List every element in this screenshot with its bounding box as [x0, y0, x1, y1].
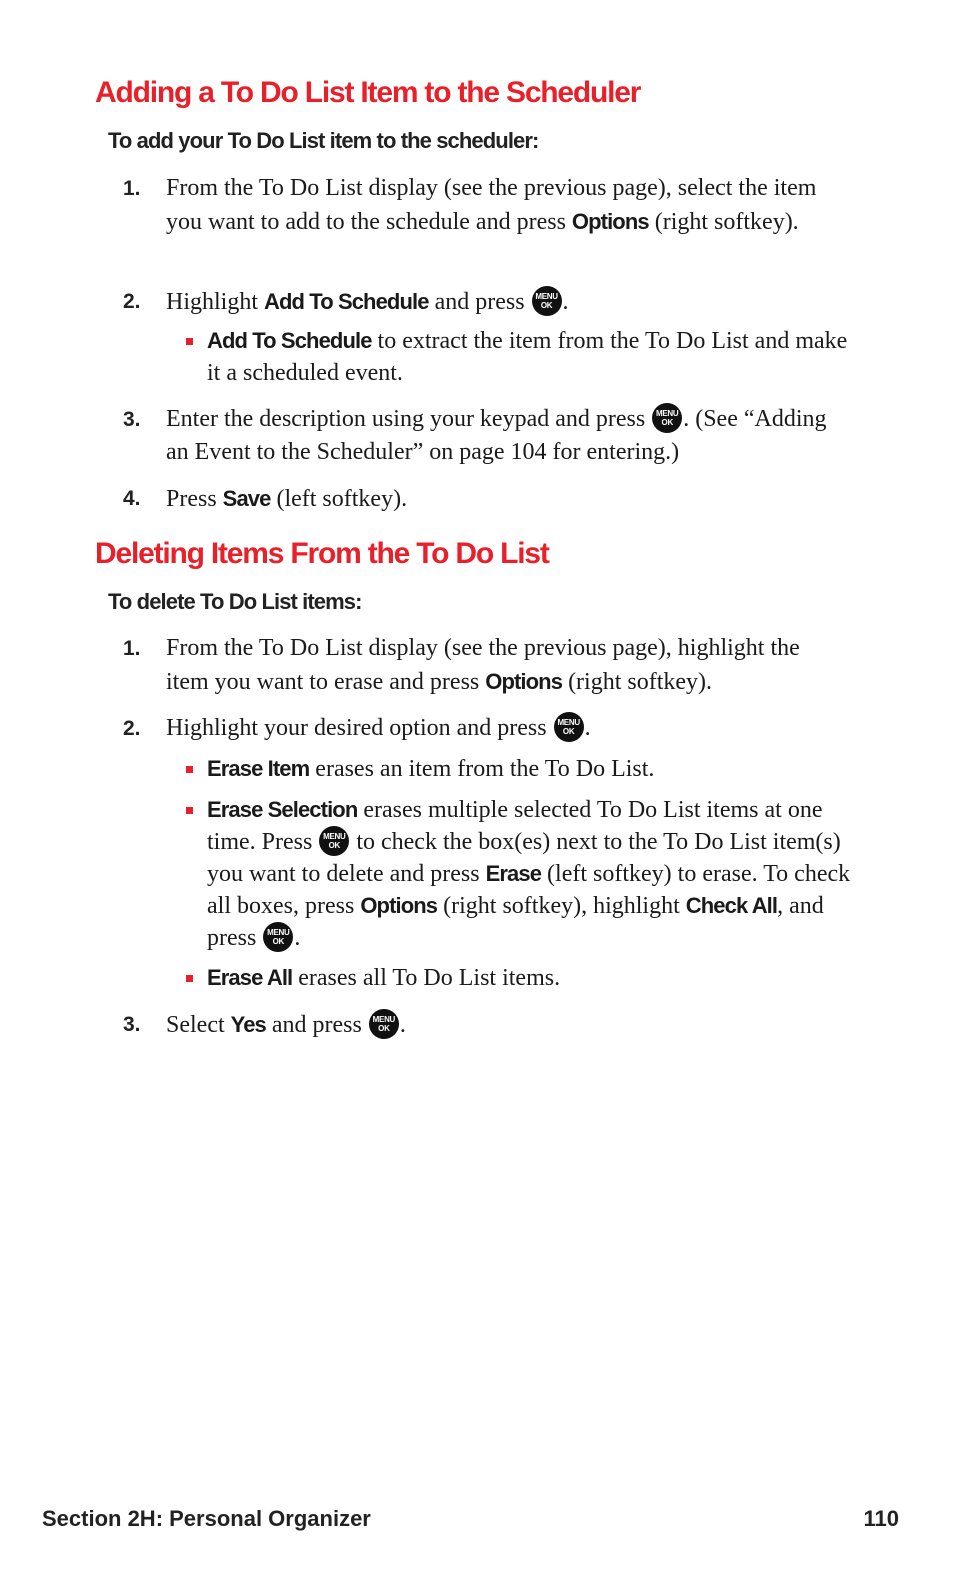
step-number: 2.	[123, 290, 141, 313]
step-number: 4.	[123, 487, 141, 510]
bullet-marker	[186, 807, 193, 814]
menu-ok-key-icon	[652, 403, 682, 433]
step-number: 2.	[123, 717, 141, 740]
option-label: Erase Item	[207, 756, 310, 781]
bullet-marker	[186, 766, 193, 773]
menu-ok-key-icon	[263, 922, 293, 952]
step-number: 3.	[123, 1013, 141, 1036]
bullet-marker	[186, 338, 193, 345]
step-text: Press Save (left softkey).	[166, 486, 408, 512]
softkey-label: Save	[222, 486, 271, 511]
softkey-label: Options	[360, 893, 438, 918]
section-heading-deleting: Deleting Items From the To Do List	[95, 537, 549, 570]
section-intro-deleting: To delete To Do List items:	[108, 589, 362, 614]
step-number: 3.	[123, 408, 141, 431]
section-heading-adding: Adding a To Do List Item to the Scheduler	[95, 76, 641, 109]
bullet-text: Erase All erases all To Do List items.	[207, 965, 561, 991]
step-text: From the To Do List display (see the previous page), select the item you want to add to the schedule and press Options (right softkey).	[166, 175, 817, 235]
option-label: Check All	[685, 893, 778, 918]
footer-section-title: Section 2H: Personal Organizer	[42, 1506, 371, 1531]
bullet-text: Erase Item erases an item from the To Do List.	[207, 756, 655, 782]
softkey-label: Options	[571, 209, 649, 234]
section-intro-adding: To add your To Do List item to the scheduler:	[108, 128, 539, 153]
step-number: 1.	[123, 177, 141, 200]
step-text: Highlight Add To Schedule and press MENU OK.	[166, 285, 856, 319]
menu-ok-key-icon	[369, 1009, 399, 1039]
footer-page-number: 110	[863, 1506, 899, 1531]
softkey-label: Options	[485, 669, 563, 694]
step-text: From the To Do List display (see the previous page), highlight the item you want to erase and press Options (right softkey).	[166, 635, 800, 695]
step-text: Select Yes and press MENU OK.	[166, 1008, 856, 1042]
step-number: 1.	[123, 637, 141, 660]
bullet-text: Add To Schedule to extract the item from the To Do List and make it a scheduled event.	[207, 328, 848, 386]
step-text: Highlight your desired option and press MENU OK.	[166, 712, 856, 745]
menu-ok-key-icon	[532, 286, 562, 316]
option-label: Erase All	[207, 965, 293, 990]
option-label: Add To Schedule	[207, 328, 372, 353]
softkey-label: Yes	[230, 1012, 266, 1037]
menu-ok-key-icon	[319, 826, 349, 856]
softkey-label: Erase	[485, 861, 542, 886]
step-text: Enter the description using your keypad and press MENU OK. (See “Adding an Event to the Scheduler” on page 104 for entering.)	[166, 403, 846, 469]
option-label: Add To Schedule	[264, 289, 429, 314]
menu-ok-key-icon	[554, 712, 584, 742]
bullet-marker	[186, 975, 193, 982]
option-label: Erase Selection	[207, 797, 358, 822]
bullet-text: Erase Selection erases multiple selected To Do List items at one time. Press MENU OK to check the box(es) next to the To Do List item(s) you want to delete and press Erase (left softkey) to erase. To check all boxes, press Options (right softkey), highlight Check All, and press MENU OK.	[207, 794, 857, 954]
